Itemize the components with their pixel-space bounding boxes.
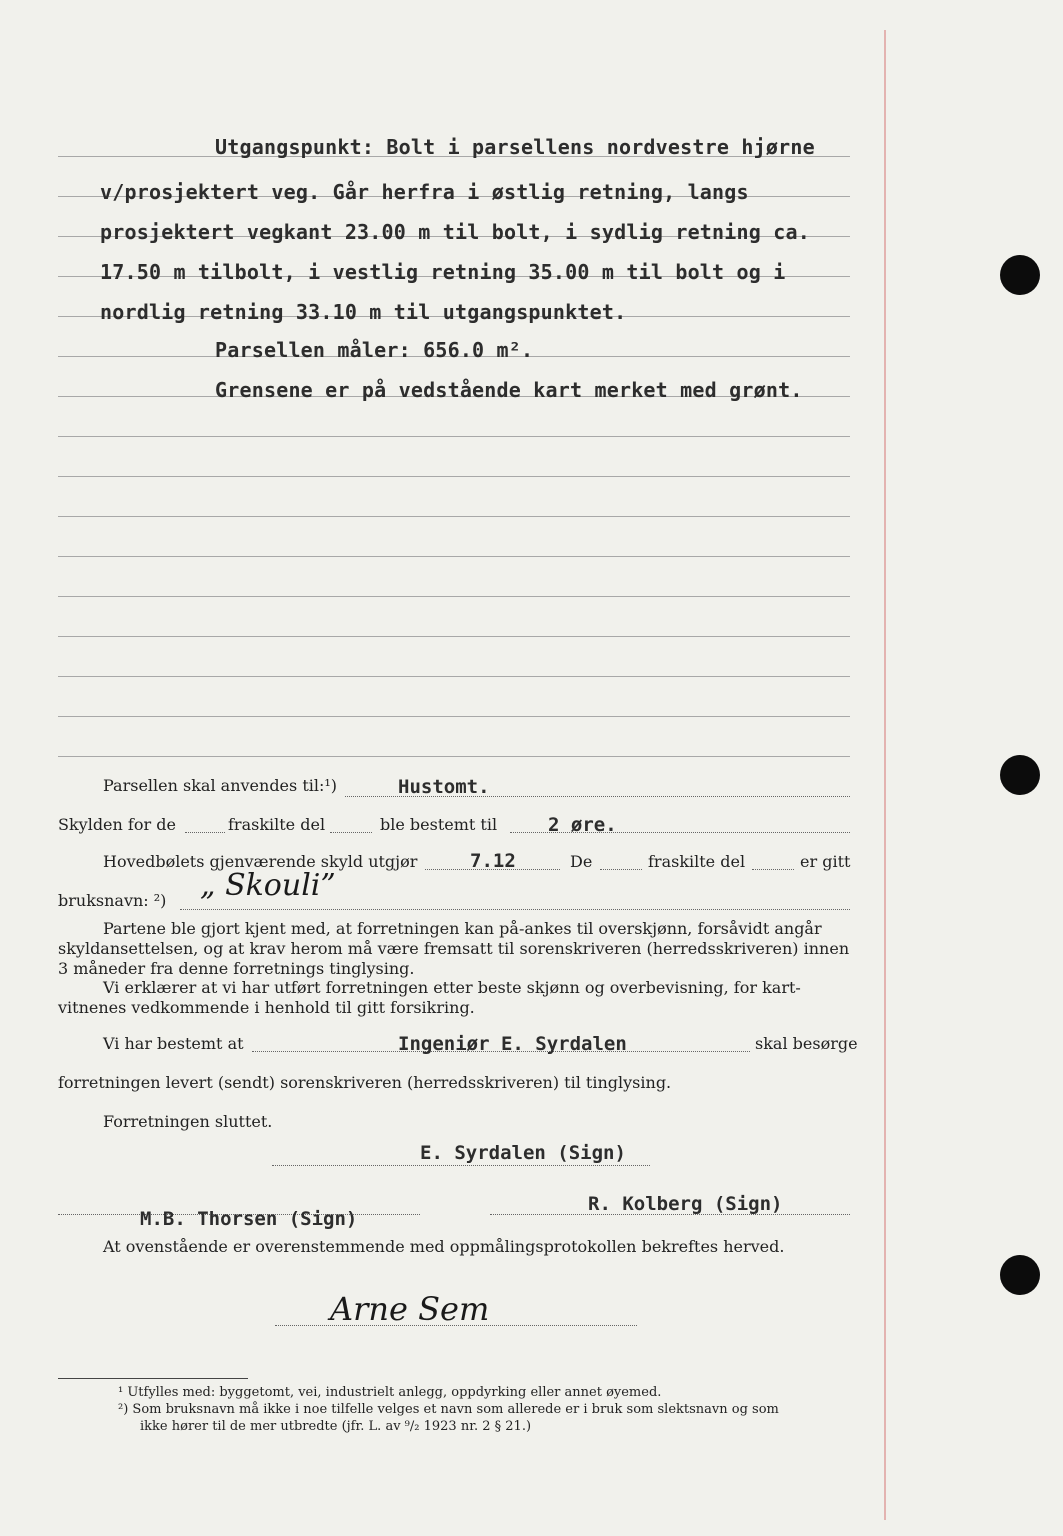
fill-line xyxy=(600,869,642,870)
fill-line xyxy=(180,909,850,910)
skyld-label: Skylden for de xyxy=(58,815,176,834)
ruled-line xyxy=(58,676,850,677)
punch-hole xyxy=(1000,255,1040,295)
signature-line xyxy=(275,1325,637,1326)
signature-kolberg: R. Kolberg (Sign) xyxy=(588,1193,783,1215)
description-line: nordlig retning 33.10 m til utgangspunktet. xyxy=(100,300,627,324)
ruled-line xyxy=(58,476,850,477)
bestemt-label-2: skal besørge xyxy=(755,1034,858,1053)
paragraph-line: skyldansettelsen, og at krav herom må være fremsatt til sorenskriveren (herredsskriveren) innen xyxy=(58,939,850,958)
fill-line xyxy=(185,832,225,833)
punch-hole xyxy=(1000,755,1040,795)
description-line: v/prosjektert veg. Går herfra i østlig retning, langs xyxy=(100,180,749,204)
paragraph-line: Partene ble gjort kjent med, at forretningen kan på-ankes til overskjønn, forsåvidt angår xyxy=(103,919,822,938)
description-line: Utgangspunkt: Bolt i parsellens nordvestre hjørne xyxy=(215,135,815,159)
skyld-value: 2 øre. xyxy=(548,814,617,836)
ruled-line xyxy=(58,636,850,637)
bruksnavn-label: bruksnavn: ²) xyxy=(58,891,167,910)
area-line: Parsellen måler: 656.0 m². xyxy=(215,338,534,362)
confirmation-line: At ovenstående er overenstemmende med oppmålingsprotokollen bekreftes herved. xyxy=(103,1237,785,1256)
use-label: Parsellen skal anvendes til:¹) xyxy=(103,776,338,795)
hoved-label-2: De xyxy=(570,852,593,871)
hoved-label-4: er gitt xyxy=(800,852,851,871)
handwritten-signature: Arne Sem xyxy=(330,1290,490,1328)
signature-syrdalen: E. Syrdalen (Sign) xyxy=(420,1142,626,1164)
bestemt-value: Ingeniør E. Syrdalen xyxy=(398,1033,627,1055)
hoved-value: 7.12 xyxy=(470,850,516,872)
ruled-line xyxy=(58,756,850,757)
skyld-label-3: ble bestemt til xyxy=(380,815,498,834)
ruled-line xyxy=(58,516,850,517)
ruled-line xyxy=(58,436,850,437)
paragraph-line: Vi erklærer at vi har utført forretningen etter beste skjønn og overbevisning, for kart- xyxy=(103,978,801,997)
skyld-label-2: fraskilte del xyxy=(228,815,326,834)
footnote-2-cont: ikke hører til de mer utbredte (jfr. L. av ⁹/₂ 1923 nr. 2 § 21.) xyxy=(140,1419,532,1434)
paragraph-line: vitnenes vedkommende i henhold til gitt forsikring. xyxy=(58,998,475,1017)
ruled-line xyxy=(58,716,850,717)
levert-line: forretningen levert (sendt) sorenskriveren (herredsskriveren) til tinglysing. xyxy=(58,1073,672,1092)
boundary-line: Grensene er på vedstående kart merket med grønt. xyxy=(215,378,803,402)
use-value: Hustomt. xyxy=(398,776,490,798)
fill-line xyxy=(752,869,794,870)
punch-hole xyxy=(1000,1255,1040,1295)
footnote-rule xyxy=(58,1378,248,1379)
signature-line xyxy=(272,1165,650,1166)
sluttet-line: Forretningen sluttet. xyxy=(103,1112,273,1131)
description-line: 17.50 m tilbolt, i vestlig retning 35.00 m til bolt og i xyxy=(100,260,786,284)
hoved-label-3: fraskilte del xyxy=(648,852,746,871)
footnote-1: ¹ Utfylles med: byggetomt, vei, industrielt anlegg, oppdyrking eller annet øyemed. xyxy=(118,1385,662,1400)
footnote-2: ²) Som bruksnavn må ikke i noe tilfelle velges et navn som allerede er i bruk som slektsnavn og som xyxy=(118,1402,779,1417)
signature-thorsen: M.B. Thorsen (Sign) xyxy=(140,1208,358,1230)
hoved-label: Hovedbølets gjenværende skyld utgjør xyxy=(103,852,418,871)
paragraph-line: 3 måneder fra denne forretnings tinglysing. xyxy=(58,959,415,978)
bruksnavn-handwritten: „ Skouli” xyxy=(200,868,336,903)
ruled-line xyxy=(58,596,850,597)
margin-line xyxy=(884,30,886,1520)
fill-line xyxy=(330,832,372,833)
bestemt-label: Vi har bestemt at xyxy=(103,1034,244,1053)
ruled-line xyxy=(58,556,850,557)
description-line: prosjektert vegkant 23.00 m til bolt, i sydlig retning ca. xyxy=(100,220,810,244)
